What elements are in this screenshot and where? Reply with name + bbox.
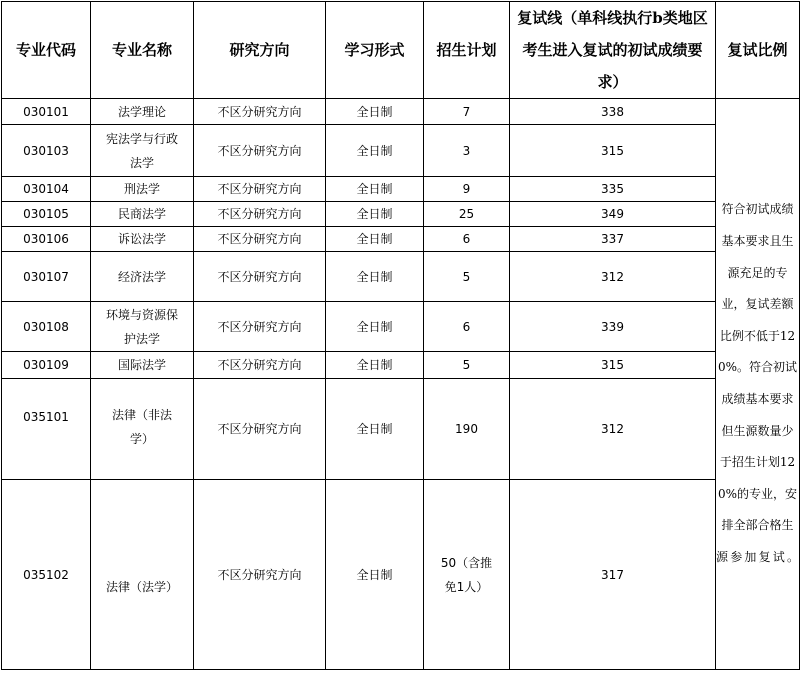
cell-plan: 9 xyxy=(424,177,510,202)
cell-name: 民商法学 xyxy=(91,202,194,227)
cell-code: 030108 xyxy=(2,302,91,352)
cell-mode: 全日制 xyxy=(326,252,424,302)
cell-mode: 全日制 xyxy=(326,302,424,352)
admission-table xyxy=(1,1,800,670)
cell-mode: 全日制 xyxy=(326,202,424,227)
cell-mode: 全日制 xyxy=(326,352,424,379)
cell-plan: 6 xyxy=(424,227,510,252)
cell-mode: 全日制 xyxy=(326,99,424,125)
cell-mode: 全日制 xyxy=(326,379,424,480)
cell-name: 法律（非法学） xyxy=(91,379,194,480)
header-ratio: 复试比例 xyxy=(716,2,800,99)
cell-name: 法律（法学） xyxy=(91,480,194,670)
table-row xyxy=(2,352,800,379)
header-name: 专业名称 xyxy=(91,2,194,99)
cell-score: 337 xyxy=(510,227,716,252)
cell-score: 339 xyxy=(510,302,716,352)
cell-ratio: 符合初试成绩基本要求且生源充足的专业，复试差额比例不低于120%。符合初试成绩基本要求但生源数量少于招生计划120%的专业，安排全部合格生源参加复试。 xyxy=(716,99,800,670)
cell-direction: 不区分研究方向 xyxy=(194,177,326,202)
cell-plan: 6 xyxy=(424,302,510,352)
cell-name: 环境与资源保护法学 xyxy=(91,302,194,352)
cell-direction: 不区分研究方向 xyxy=(194,302,326,352)
cell-plan: 5 xyxy=(424,352,510,379)
cell-mode: 全日制 xyxy=(326,125,424,177)
cell-plan: 3 xyxy=(424,125,510,177)
table-row xyxy=(2,99,800,125)
cell-direction: 不区分研究方向 xyxy=(194,125,326,177)
header-row xyxy=(2,2,800,99)
cell-code: 030107 xyxy=(2,252,91,302)
cell-direction: 不区分研究方向 xyxy=(194,99,326,125)
cell-score: 338 xyxy=(510,99,716,125)
cell-code: 035102 xyxy=(2,480,91,670)
cell-code: 030101 xyxy=(2,99,91,125)
cell-mode: 全日制 xyxy=(326,480,424,670)
cell-mode: 全日制 xyxy=(326,227,424,252)
table-row xyxy=(2,302,800,352)
header-plan: 招生计划 xyxy=(424,2,510,99)
cell-code: 030103 xyxy=(2,125,91,177)
cell-name: 诉讼法学 xyxy=(91,227,194,252)
cell-score: 349 xyxy=(510,202,716,227)
cell-score: 315 xyxy=(510,125,716,177)
cell-score: 335 xyxy=(510,177,716,202)
header-mode: 学习形式 xyxy=(326,2,424,99)
table-row xyxy=(2,177,800,202)
table-row xyxy=(2,227,800,252)
cell-direction: 不区分研究方向 xyxy=(194,480,326,670)
header-direction: 研究方向 xyxy=(194,2,326,99)
cell-name: 法学理论 xyxy=(91,99,194,125)
cell-plan: 25 xyxy=(424,202,510,227)
cell-code: 030106 xyxy=(2,227,91,252)
cell-plan: 5 xyxy=(424,252,510,302)
cell-code: 035101 xyxy=(2,379,91,480)
table-row xyxy=(2,252,800,302)
cell-mode: 全日制 xyxy=(326,177,424,202)
cell-direction: 不区分研究方向 xyxy=(194,252,326,302)
cell-code: 030104 xyxy=(2,177,91,202)
cell-plan: 7 xyxy=(424,99,510,125)
header-score: 复试线（单科线执行b类地区考生进入复试的初试成绩要求） xyxy=(510,2,716,99)
cell-name: 经济法学 xyxy=(91,252,194,302)
cell-name: 宪法学与行政法学 xyxy=(91,125,194,177)
cell-plan: 50（含推免1人） xyxy=(424,480,510,670)
cell-score: 312 xyxy=(510,379,716,480)
table-row xyxy=(2,379,800,480)
cell-direction: 不区分研究方向 xyxy=(194,227,326,252)
cell-name: 刑法学 xyxy=(91,177,194,202)
cell-score: 315 xyxy=(510,352,716,379)
table-row xyxy=(2,125,800,177)
cell-score: 317 xyxy=(510,480,716,670)
cell-direction: 不区分研究方向 xyxy=(194,202,326,227)
cell-direction: 不区分研究方向 xyxy=(194,379,326,480)
cell-plan: 190 xyxy=(424,379,510,480)
table-row xyxy=(2,202,800,227)
cell-code: 030105 xyxy=(2,202,91,227)
cell-name: 国际法学 xyxy=(91,352,194,379)
cell-code: 030109 xyxy=(2,352,91,379)
table-row xyxy=(2,480,800,670)
cell-direction: 不区分研究方向 xyxy=(194,352,326,379)
header-code: 专业代码 xyxy=(2,2,91,99)
cell-score: 312 xyxy=(510,252,716,302)
